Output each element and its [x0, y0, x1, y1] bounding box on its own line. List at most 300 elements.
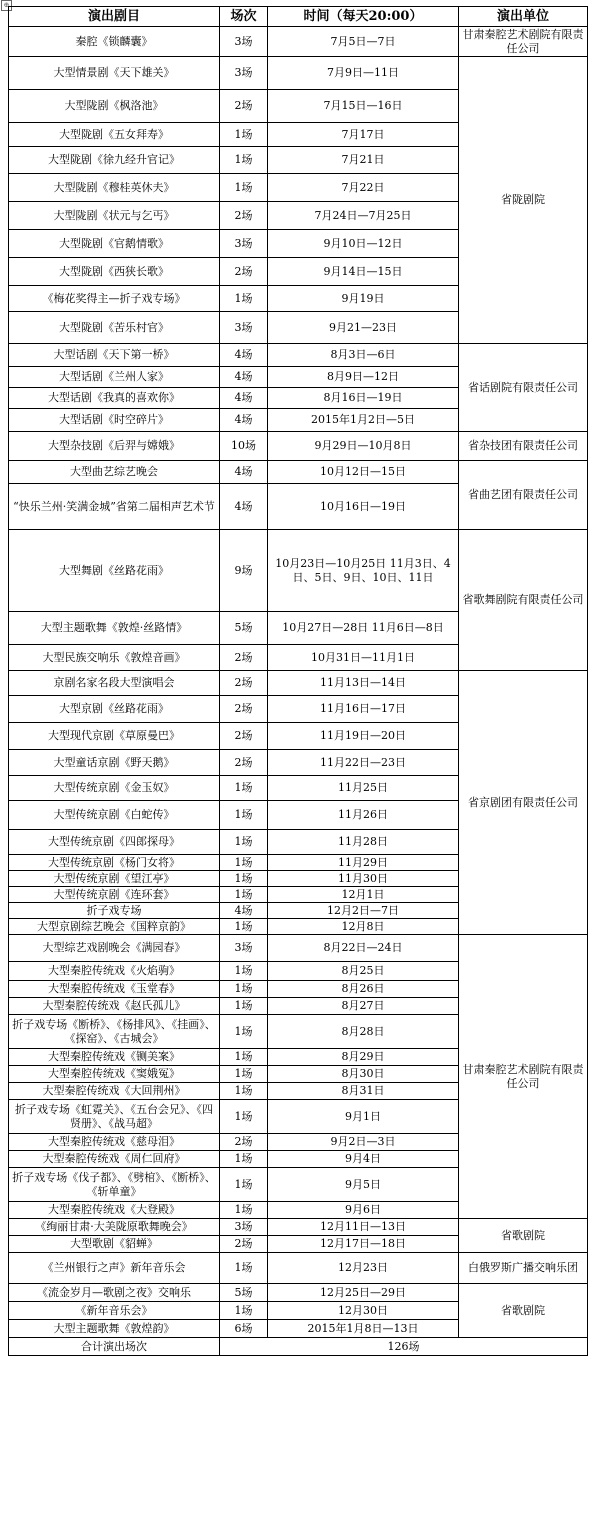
header-count [220, 7, 268, 27]
show-date [268, 123, 459, 147]
program-title-text: 大型京剧《丝路花雨》 [59, 702, 169, 715]
program-title-text: 折子戏专场《伐子都》、《劈棺》、《断桥》、《斩单童》 [12, 1170, 216, 1198]
header-unit-text: 演出单位 [496, 8, 549, 24]
program-title-text: 大型童话京剧《野天鹅》 [53, 755, 175, 769]
show-date-text: 10月23日—10月25日 11月3日、4日、5日、9日、10日、11日 [275, 556, 451, 584]
show-date [268, 696, 459, 723]
show-count-text: 1场 [234, 1024, 253, 1038]
program-title [9, 935, 220, 962]
program-title [9, 871, 220, 887]
show-count-text: 1场 [234, 153, 253, 166]
table-row [9, 344, 588, 367]
program-title [9, 27, 220, 57]
show-count [220, 776, 268, 801]
show-date-text: 8月25日 [341, 964, 385, 977]
performing-unit [459, 1253, 588, 1284]
show-date-text: 7月17日 [341, 127, 385, 141]
performing-unit-text: 省曲艺团有限责任公司 [468, 488, 578, 501]
show-count-text: 3场 [234, 236, 253, 250]
show-date [268, 147, 459, 174]
show-count [220, 871, 268, 887]
program-title-text: 《流金岁月—歌剧之夜》交响乐 [37, 1285, 191, 1299]
program-title-text: 大型主题歌舞《敦煌韵》 [53, 1321, 175, 1335]
header-time [268, 7, 459, 27]
show-date-text: 9月19日 [341, 291, 385, 305]
program-title-text: 大型传统京剧《杨门女将》 [48, 855, 180, 869]
show-count [220, 409, 268, 432]
show-count [220, 367, 268, 388]
show-count-text: 1场 [234, 1067, 253, 1080]
show-count-text: 1场 [234, 1050, 253, 1063]
show-count-text: 2场 [234, 755, 253, 769]
show-date-text: 11月26日 [338, 808, 388, 821]
show-count-text: 2场 [234, 99, 253, 112]
show-count-text: 2场 [234, 1135, 253, 1148]
show-date [268, 723, 459, 750]
show-count [220, 388, 268, 409]
show-count [220, 258, 268, 286]
performing-unit [459, 671, 588, 935]
show-count [220, 312, 268, 344]
show-date [268, 388, 459, 409]
program-title [9, 830, 220, 855]
show-count-text: 2场 [234, 208, 253, 222]
program-title-text: 大型秦腔传统戏《慈母泪》 [48, 1135, 180, 1148]
total-row [9, 1338, 588, 1356]
show-date-text: 8月3日—6日 [330, 348, 396, 361]
program-title [9, 776, 220, 801]
show-date-text: 7月5日—7日 [330, 34, 396, 48]
total-label [9, 1338, 220, 1356]
program-title-text: 大型传统京剧《望江亭》 [53, 871, 175, 885]
show-date-text: 11月19日—20日 [320, 729, 406, 742]
show-date [268, 1134, 459, 1151]
program-title [9, 981, 220, 998]
show-date [268, 530, 459, 612]
table-row [9, 27, 588, 57]
show-count [220, 286, 268, 312]
table-row [9, 935, 588, 962]
show-date [268, 461, 459, 484]
program-title-text: 大型话剧《天下第一桥》 [53, 348, 175, 361]
show-count-text: 1场 [234, 1203, 253, 1216]
program-title [9, 696, 220, 723]
show-date [268, 27, 459, 57]
show-count [220, 123, 268, 147]
show-date-text: 8月9日—12日 [327, 370, 399, 383]
show-date [268, 174, 459, 202]
show-date [268, 1083, 459, 1100]
show-date-text: 9月6日 [345, 1203, 381, 1216]
program-title-text: 大型陇剧《状元与乞丐》 [53, 208, 175, 222]
show-count [220, 723, 268, 750]
show-count-text: 1场 [234, 871, 253, 885]
performing-unit-text: 省歌剧院 [501, 1228, 545, 1242]
show-count [220, 147, 268, 174]
performing-unit-text: 白俄罗斯广播交响乐团 [468, 1261, 578, 1274]
table-header-row [9, 7, 588, 27]
show-count [220, 1134, 268, 1151]
program-title-text: 大型传统京剧《连环套》 [53, 887, 175, 901]
show-date-text: 9月1日 [345, 1109, 381, 1123]
program-title-text: 大型陇剧《穆桂英休夫》 [53, 180, 175, 194]
program-title [9, 202, 220, 230]
show-count [220, 750, 268, 776]
table-row [9, 461, 588, 484]
show-date [268, 1320, 459, 1338]
show-date-text: 12月30日 [338, 1303, 388, 1317]
show-count-text: 3场 [234, 320, 253, 334]
show-count-text: 5场 [234, 1285, 253, 1299]
header-unit [459, 7, 588, 27]
program-title [9, 998, 220, 1015]
program-title-text: 大型秦腔传统戏《赵氏孤儿》 [42, 999, 186, 1012]
program-title-text: 大型陇剧《苦乐村官》 [59, 320, 169, 334]
program-title [9, 344, 220, 367]
program-title [9, 409, 220, 432]
show-count-text: 1场 [234, 781, 253, 794]
show-date-text: 9月14日—15日 [323, 264, 403, 278]
program-title [9, 1236, 220, 1253]
show-date-text: 9月2日—3日 [330, 1135, 396, 1148]
show-count [220, 855, 268, 871]
program-title-text: 大型话剧《兰州人家》 [59, 370, 169, 383]
program-title-text: 大型秦腔传统戏《大登殿》 [48, 1203, 180, 1216]
show-date [268, 1253, 459, 1284]
show-date [268, 887, 459, 903]
show-count-text: 3场 [234, 66, 253, 79]
program-title [9, 1134, 220, 1151]
show-count [220, 90, 268, 123]
program-title-text: 《新年音乐会》 [75, 1303, 153, 1317]
show-count [220, 1083, 268, 1100]
show-count [220, 696, 268, 723]
program-title [9, 750, 220, 776]
show-date [268, 1168, 459, 1202]
show-count-text: 9场 [234, 563, 253, 577]
show-count-text: 2场 [234, 729, 253, 742]
show-count [220, 830, 268, 855]
show-date-text: 12月1日 [341, 887, 385, 901]
program-title [9, 123, 220, 147]
show-count [220, 1284, 268, 1302]
show-date [268, 344, 459, 367]
show-count [220, 1066, 268, 1083]
program-title [9, 1168, 220, 1202]
show-date-text: 8月16日—19日 [323, 391, 403, 404]
show-date-text: 11月16日—17日 [320, 702, 406, 715]
program-title [9, 962, 220, 981]
program-title [9, 388, 220, 409]
header-title-text: 演出剧目 [87, 8, 140, 24]
table-row [9, 57, 588, 90]
performing-unit [459, 461, 588, 530]
show-count [220, 1219, 268, 1236]
performing-unit-text: 甘肃秦腔艺术剧院有限责任公司 [462, 1062, 584, 1090]
show-count-text: 4场 [234, 413, 253, 426]
show-date [268, 903, 459, 919]
program-title [9, 1083, 220, 1100]
performing-unit [459, 57, 588, 344]
program-title [9, 1151, 220, 1168]
show-count-text: 1场 [234, 1109, 253, 1123]
program-title-text: 折子戏专场《断桥》、《杨排风》、《挂画》、《探窑》、《古城会》 [12, 1017, 216, 1045]
show-date [268, 935, 459, 962]
table-row [9, 530, 588, 612]
show-count-text: 6场 [234, 1321, 253, 1335]
show-date-text: 10月31日—11月1日 [311, 650, 415, 664]
show-date-text: 9月10日—12日 [323, 236, 403, 250]
show-count [220, 1049, 268, 1066]
show-count-text: 1场 [234, 808, 253, 821]
program-title-text: 大型现代京剧《草原曼巴》 [48, 729, 180, 742]
show-date [268, 1302, 459, 1320]
show-date-text: 8月31日 [341, 1084, 385, 1097]
show-count-text: 4场 [234, 499, 253, 513]
show-count-text: 1场 [234, 1152, 253, 1165]
show-count-text: 1场 [234, 180, 253, 194]
show-count [220, 1302, 268, 1320]
program-title [9, 1320, 220, 1338]
program-title-text: 《绚丽甘肃·大美陇原歌舞晚会》 [35, 1220, 193, 1233]
program-title [9, 367, 220, 388]
show-count-text: 1场 [234, 1177, 253, 1191]
show-count-text: 1场 [234, 855, 253, 869]
table-row [9, 1284, 588, 1302]
show-date-text: 11月30日 [338, 871, 388, 885]
show-date-text: 10月12日—15日 [320, 465, 406, 478]
show-date [268, 57, 459, 90]
table-row [9, 671, 588, 696]
show-date-text: 12月17日—18日 [320, 1237, 406, 1250]
show-date [268, 855, 459, 871]
performing-unit [459, 1284, 588, 1338]
program-title [9, 887, 220, 903]
program-title-text: 折子戏专场 [86, 903, 142, 917]
program-title [9, 1202, 220, 1219]
program-title [9, 286, 220, 312]
show-count [220, 935, 268, 962]
performing-unit [459, 344, 588, 432]
program-title [9, 1284, 220, 1302]
show-date-text: 2015年1月8日—13日 [307, 1321, 419, 1335]
program-title-text: 大型传统京剧《金玉奴》 [53, 781, 175, 794]
show-date [268, 801, 459, 830]
show-date [268, 1219, 459, 1236]
show-date [268, 1015, 459, 1049]
show-count-text: 4场 [234, 391, 253, 404]
show-date-text: 9月29日—10月8日 [314, 439, 412, 452]
show-date [268, 750, 459, 776]
show-date-text: 10月16日—19日 [320, 499, 406, 513]
program-title [9, 258, 220, 286]
show-count-text: 1场 [234, 1084, 253, 1097]
show-count-text: 4场 [234, 903, 253, 917]
show-count [220, 27, 268, 57]
show-date [268, 671, 459, 696]
performing-unit [459, 1219, 588, 1253]
performance-schedule-table [8, 6, 588, 1356]
show-date [268, 1284, 459, 1302]
show-date-text: 11月13日—14日 [320, 676, 406, 689]
show-count-text: 1场 [234, 1261, 253, 1274]
show-date-text: 7月22日 [341, 180, 385, 194]
show-date [268, 230, 459, 258]
show-count-text: 10场 [231, 439, 256, 452]
show-date [268, 1202, 459, 1219]
show-date [268, 830, 459, 855]
program-title [9, 671, 220, 696]
show-count-text: 2场 [234, 676, 253, 689]
program-title-text: 大型京剧综艺晚会《国粹京韵》 [37, 919, 191, 933]
show-count-text: 2场 [234, 702, 253, 715]
show-date-text: 10月27日—28日 11月6日—8日 [282, 621, 444, 634]
show-count-text: 1场 [234, 835, 253, 848]
performing-unit [459, 432, 588, 461]
show-date-text: 9月21—23日 [329, 320, 397, 334]
show-date [268, 871, 459, 887]
program-title-text: 京剧名家名段大型演唱会 [53, 676, 175, 689]
program-title-text: 大型主题歌舞《敦煌·丝路情》 [40, 621, 188, 634]
show-date-text: 11月22日—23日 [320, 755, 406, 769]
show-count [220, 801, 268, 830]
show-date-text: 8月30日 [341, 1067, 385, 1080]
performing-unit [459, 27, 588, 57]
header-time-text: 时间（每天20:00） [303, 8, 423, 24]
show-date [268, 367, 459, 388]
performing-unit-text: 省歌剧院 [501, 1303, 545, 1317]
program-title-text: 大型秦腔传统戏《窦娥冤》 [48, 1067, 180, 1080]
program-title-text: 《梅花奖得主—折子戏专场》 [42, 291, 186, 305]
show-count [220, 202, 268, 230]
show-date [268, 1236, 459, 1253]
program-title [9, 1100, 220, 1134]
program-title-text: 大型秦腔传统戏《铡美案》 [48, 1050, 180, 1063]
program-title-text: 大型曲艺综艺晚会 [70, 465, 158, 478]
program-title [9, 1219, 220, 1236]
show-date [268, 998, 459, 1015]
show-date [268, 1100, 459, 1134]
show-count-text: 4场 [234, 465, 253, 478]
performing-unit-text: 省话剧院有限责任公司 [468, 380, 578, 394]
show-count-text: 3场 [234, 1220, 253, 1233]
show-count [220, 530, 268, 612]
table-row [9, 432, 588, 461]
show-date-text: 9月4日 [345, 1152, 381, 1165]
program-title [9, 1015, 220, 1049]
show-count [220, 484, 268, 530]
program-title [9, 1066, 220, 1083]
program-title-text: 大型杂技剧《后羿与嫦娥》 [48, 439, 180, 452]
show-count [220, 1236, 268, 1253]
show-count-text: 2场 [234, 264, 253, 278]
show-count-text: 1场 [234, 964, 253, 977]
total-value [220, 1338, 588, 1356]
show-count [220, 1320, 268, 1338]
show-date-text: 12月23日 [338, 1261, 388, 1274]
show-date [268, 432, 459, 461]
program-title-text: 大型陇剧《枫洛池》 [64, 99, 164, 112]
show-date-text: 12月2日—7日 [327, 903, 399, 917]
program-title-text: 《兰州银行之声》新年音乐会 [42, 1261, 186, 1274]
show-count [220, 57, 268, 90]
performing-unit-text: 省歌舞剧院有限责任公司 [462, 593, 584, 606]
program-title [9, 855, 220, 871]
performing-unit-text: 甘肃秦腔艺术剧院有限责任公司 [462, 27, 584, 55]
total-value-text: 126场 [387, 1339, 420, 1353]
show-count-text: 2场 [234, 650, 253, 664]
program-title [9, 645, 220, 671]
show-count [220, 887, 268, 903]
show-date [268, 202, 459, 230]
show-date-text: 12月8日 [341, 919, 385, 933]
show-date-text: 7月9日—11日 [327, 66, 399, 79]
show-date [268, 312, 459, 344]
show-date-text: 8月28日 [341, 1024, 385, 1038]
program-title-text: 折子戏专场《虹霓关》、《五台会兄》、《四贤册》、《战马超》 [15, 1102, 213, 1130]
show-count [220, 1151, 268, 1168]
program-title [9, 90, 220, 123]
show-date [268, 1066, 459, 1083]
show-count [220, 344, 268, 367]
performing-unit-text: 省杂技团有限责任公司 [468, 439, 578, 452]
program-title [9, 484, 220, 530]
show-date [268, 484, 459, 530]
show-date-text: 12月11日—13日 [320, 1220, 406, 1233]
show-count-text: 1场 [234, 291, 253, 305]
show-count-text: 1场 [234, 127, 253, 141]
program-title-text: 大型情景剧《天下雄关》 [53, 66, 175, 79]
show-date-text: 11月29日 [338, 855, 388, 869]
program-title-text: 大型陇剧《西狭长歌》 [59, 264, 169, 278]
program-title-text: “快乐兰州·笑满金城”省第二届相声艺术节 [13, 499, 215, 513]
show-date-text: 8月26日 [341, 982, 385, 995]
table-move-handle-icon[interactable]: ⊕ [1, 0, 12, 11]
show-date [268, 612, 459, 645]
show-count-text: 1场 [234, 1303, 253, 1317]
show-date [268, 1049, 459, 1066]
show-count-text: 1场 [234, 887, 253, 901]
program-title [9, 612, 220, 645]
show-count-text: 1场 [234, 982, 253, 995]
show-count [220, 1202, 268, 1219]
show-count-text: 1场 [234, 999, 253, 1012]
total-label-text: 合计演出场次 [81, 1339, 147, 1353]
program-title-text: 大型陇剧《徐九经升官记》 [48, 153, 180, 166]
show-date [268, 919, 459, 935]
program-title [9, 461, 220, 484]
show-count [220, 903, 268, 919]
program-title [9, 801, 220, 830]
performing-unit [459, 935, 588, 1219]
program-title [9, 1049, 220, 1066]
program-title [9, 919, 220, 935]
show-date-text: 8月27日 [341, 999, 385, 1012]
show-count [220, 1253, 268, 1284]
show-count-text: 3场 [234, 34, 253, 48]
show-date [268, 981, 459, 998]
show-count [220, 230, 268, 258]
show-count [220, 461, 268, 484]
program-title-text: 大型陇剧《官鹅情歌》 [59, 236, 169, 250]
show-date-text: 7月15日—16日 [323, 99, 403, 112]
table-row [9, 1219, 588, 1236]
show-date-text: 9月5日 [345, 1177, 381, 1191]
show-date-text: 8月22日—24日 [323, 941, 403, 954]
performing-unit-text: 省陇剧院 [501, 193, 545, 206]
performing-unit [459, 530, 588, 671]
program-title-text: 大型秦腔传统戏《大回荆州》 [42, 1084, 186, 1097]
